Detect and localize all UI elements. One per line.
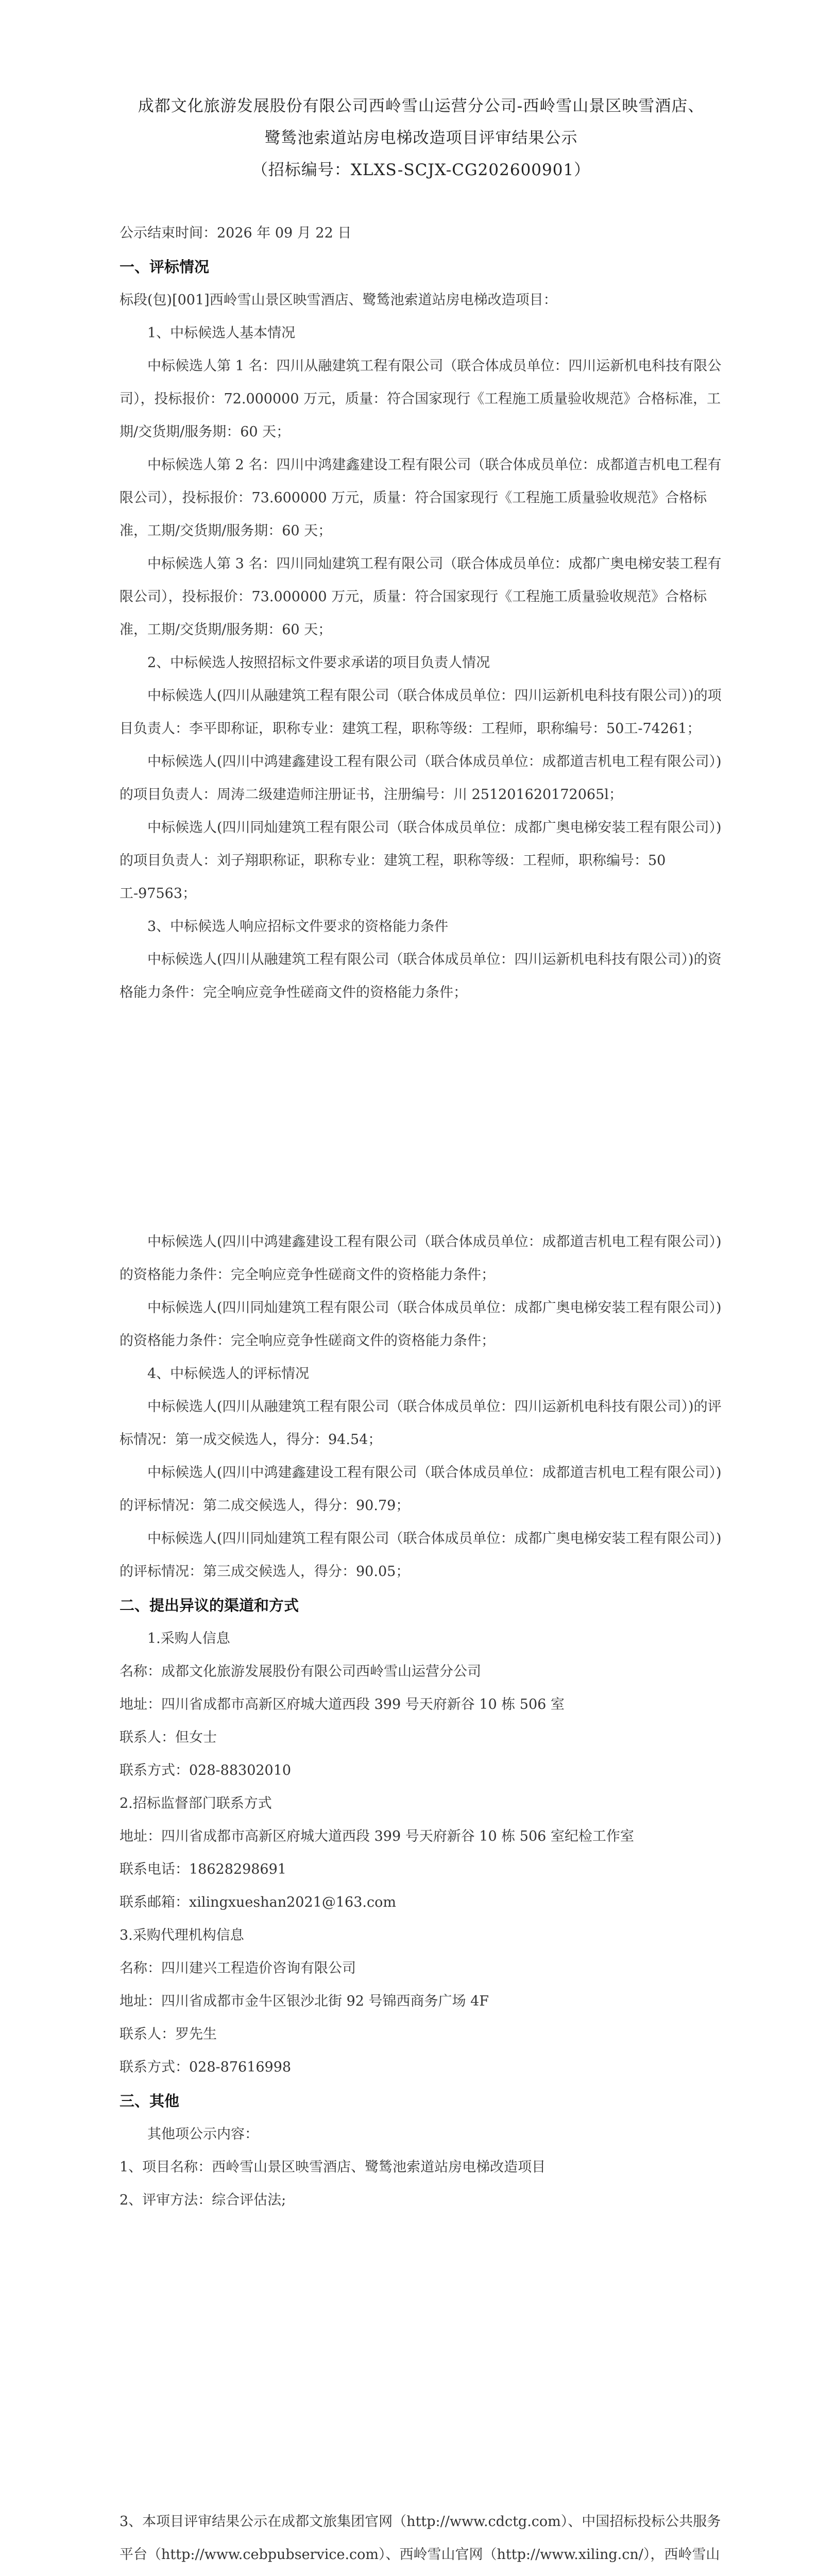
evaluation-2: 中标候选人(四川中鸿建鑫建设工程有限公司（联合体成员单位：成都道吉机电工程有限公司）)的评标情况：第二成交候选人，得分：90.79； <box>120 1465 722 1514</box>
project-manager-2: 中标候选人(四川中鸿建鑫建设工程有限公司（联合体成员单位：成都道吉机电工程有限公司）)的项目负责人：周涛二级建造师注册证书，注册编号：川 251201620172065l； <box>120 754 722 803</box>
other-intro: 其他项公示内容： <box>147 2126 259 2142</box>
qualification-1: 中标候选人(四川从融建筑工程有限公司（联合体成员单位：四川运新机电科技有限公司）)的资格能力条件：完全响应竞争性磋商文件的资格能力条件； <box>120 952 722 1001</box>
purchaser-name: 名称：成都文化旅游发展股份有限公司西岭雪山运营分公司 <box>120 1664 481 1680</box>
purchaser-contact: 联系人：但女士 <box>120 1730 217 1745</box>
agent-contact: 联系人：罗先生 <box>120 2026 217 2042</box>
sub-heading-qualifications: 3、中标候选人响应招标文件要求的资格能力条件 <box>147 919 449 935</box>
supervision-info-heading: 2.招标监督部门联系方式 <box>120 1795 272 1811</box>
other-item-2: 2、评审方法：综合评估法; <box>120 2192 286 2208</box>
candidate-2: 中标候选人第 2 名：四川中鸿建鑫建设工程有限公司（联合体成员单位：成都道吉机电工程有限公司），投标报价：73.600000 万元，质量：符合国家现行《工程施工质量验收规范》合格标准，工期/交货期/服务期：60 天； <box>120 457 722 539</box>
sub-heading-evaluation: 4、中标候选人的评标情况 <box>147 1366 310 1382</box>
purchaser-address: 地址：四川省成都市高新区府城大道西段 399 号天府新谷 10 栋 506 室 <box>120 1697 565 1713</box>
other-item-1: 1、项目名称：西岭雪山景区映雪酒店、鹭鸶池索道站房电梯改造项目 <box>120 2159 546 2175</box>
section-1-heading: 一、评标情况 <box>120 258 210 276</box>
tender-number: （招标编号：XLXS-SCJX-CG202600901） <box>251 161 591 179</box>
title-line-2: 鹭鸶池索道站房电梯改造项目评审结果公示 <box>264 129 578 147</box>
agent-address: 地址：四川省成都市金牛区银沙北街 92 号锦西商务广场 4F <box>120 1993 489 2009</box>
purchaser-phone: 联系方式：028-88302010 <box>120 1762 292 1778</box>
supervision-phone: 联系电话：18628298691 <box>120 1861 286 1877</box>
project-manager-3: 中标候选人(四川同灿建筑工程有限公司（联合体成员单位：成都广奥电梯安装工程有限公司）)的项目负责人：刘子翔职称证，职称专业：建筑工程，职称等级：工程师，职称编号：50 工-97563； <box>120 820 722 902</box>
supervision-address: 地址：四川省成都市高新区府城大道西段 399 号天府新谷 10 栋 506 室纪检工作室 <box>120 1828 634 1844</box>
qualification-2: 中标候选人(四川中鸿建鑫建设工程有限公司（联合体成员单位：成都道吉机电工程有限公司）)的资格能力条件：完全响应竞争性磋商文件的资格能力条件； <box>120 1234 722 1283</box>
sub-heading-candidates: 1、中标候选人基本情况 <box>147 325 296 341</box>
agent-name: 名称：四川建兴工程造价咨询有限公司 <box>120 1960 356 1976</box>
notice-end-time: 公示结束时间：2026 年 09 月 22 日 <box>120 225 352 241</box>
lot-name: 标段(包)[001]西岭雪山景区映雪酒店、鹭鸶池索道站房电梯改造项目： <box>120 292 557 308</box>
title-line-1: 成都文化旅游发展股份有限公司西岭雪山运营分公司-西岭雪山景区映雪酒店、 <box>138 97 705 115</box>
agent-info-heading: 3.采购代理机构信息 <box>120 1927 244 1943</box>
section-2-heading: 二、提出异议的渠道和方式 <box>120 1597 299 1614</box>
project-manager-1: 中标候选人(四川从融建筑工程有限公司（联合体成员单位：四川运新机电科技有限公司）)的项目负责人：李平即称证，职称专业：建筑工程，职称等级：工程师，职称编号：50工-74261； <box>120 688 722 737</box>
agent-phone: 联系方式：028-87616998 <box>120 2059 292 2075</box>
purchaser-info-heading: 1.采购人信息 <box>147 1631 230 1647</box>
candidate-3: 中标候选人第 3 名：四川同灿建筑工程有限公司（联合体成员单位：成都广奥电梯安装工程有限公司），投标报价：73.000000 万元，质量：符合国家现行《工程施工质量验收规范》合格标准，工期/交货期/服务期：60 天； <box>120 556 722 638</box>
candidate-1: 中标候选人第 1 名：四川从融建筑工程有限公司（联合体成员单位：四川运新机电科技有限公司），投标报价：72.000000 万元，质量：符合国家现行《工程施工质量验收规范》合格标准，工期/交货期/服务期：60 天； <box>120 358 722 440</box>
supervision-email: 联系邮箱：xilingxueshan2021@163.com <box>120 1894 396 1910</box>
other-item-3: 3、本项目评审结果公示在成都文旅集团官网（http://www.cdctg.com）、中国招标投标公共服务平台（http://www.cebpubservice.com）、西岭雪山官网（http://www.xiling.cn/），西岭雪山 <box>120 2514 721 2563</box>
qualification-3: 中标候选人(四川同灿建筑工程有限公司（联合体成员单位：成都广奥电梯安装工程有限公司）)的资格能力条件：完全响应竞争性磋商文件的资格能力条件； <box>120 1300 722 1349</box>
evaluation-1: 中标候选人(四川从融建筑工程有限公司（联合体成员单位：四川运新机电科技有限公司）)的评标情况：第一成交候选人，得分：94.54； <box>120 1399 722 1448</box>
document-title <box>120 90 723 186</box>
sub-heading-project-managers: 2、中标候选人按照招标文件要求承诺的项目负责人情况 <box>147 655 490 671</box>
evaluation-3: 中标候选人(四川同灿建筑工程有限公司（联合体成员单位：成都广奥电梯安装工程有限公司）)的评标情况：第三成交候选人，得分：90.05； <box>120 1531 722 1580</box>
section-3-heading: 三、其他 <box>120 2092 180 2110</box>
